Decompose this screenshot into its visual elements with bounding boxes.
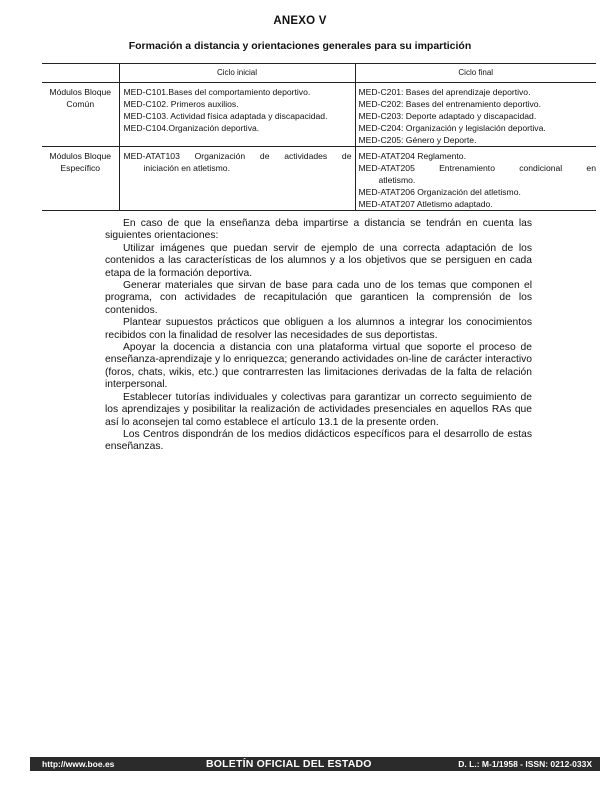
module-item: MED-ATAT204 Reglamento.	[358, 151, 466, 161]
module-item: MED-ATAT206 Organización del atletismo.	[358, 187, 521, 197]
module-item	[359, 162, 597, 186]
module-item	[124, 150, 352, 174]
footer-url-link[interactable]: http://www.boe.es	[42, 759, 115, 769]
modules-table	[42, 63, 596, 211]
paragraph: Los Centros dispondrán de los medios didácticos específicos para el desarrollo de estas enseñanzas.	[105, 428, 532, 453]
module-item: MED-C104.Organización deportiva.	[123, 123, 260, 133]
footer-legal-deposit: D. L.: M-1/1958 - ISSN: 0212-033X	[458, 759, 592, 769]
row-label-especifico	[42, 147, 119, 211]
module-item: MED-C204: Organización y legislación deportiva.	[358, 123, 546, 133]
paragraph: Utilizar imágenes que puedan servir de ejemplo de una correcta adaptación de los contenidos a las características de los alumnos y a los objetivos que se persiguen en cada etapa de la formación deportiva.	[105, 242, 532, 279]
header-ciclo-final: Ciclo final	[355, 64, 596, 83]
annex-subtitle: Formación a distancia y orientaciones generales para su impartición	[128, 40, 472, 52]
module-item-first-line: MED-ATAT103 Organización de actividades de	[123, 151, 352, 161]
footer-publication-name: BOLETÍN OFICIAL DEL ESTADO	[206, 758, 372, 770]
module-item: MED-C201: Bases del aprendizaje deportivo.	[358, 87, 531, 97]
header-ciclo-inicial: Ciclo inicial	[119, 64, 355, 83]
table-row	[42, 83, 596, 147]
module-item: MED-C203: Deporte adaptado y discapacidad.	[358, 111, 537, 121]
row-label-line: Común	[66, 99, 95, 109]
table-header-row	[42, 64, 596, 83]
row-label-line: Módulos Bloque	[49, 87, 112, 97]
module-item-continuation: atletismo.	[378, 175, 416, 185]
module-item-first-line: MED-ATAT205 Entrenamiento condicional en	[358, 163, 596, 173]
paragraph: Generar materiales que sirvan de base para cada uno de los temas que componen el programa, con actividades de recapitulación que garanticen la comprensión de los contenidos.	[105, 280, 532, 316]
module-item: MED-C205: Género y Deporte.	[358, 135, 477, 145]
paragraph: Establecer tutorías individuales y colectivas para garantizar un correcto seguimiento de los aprendizajes y posibilitar la realización de actividades presenciales en aquellos RAs que así lo aconsejen tal como establece el artículo 13.1 de la presente orden.	[105, 391, 532, 428]
module-item: MED-C202: Bases del entrenamiento deportivo.	[358, 99, 541, 109]
cell-final-especifico	[355, 147, 596, 211]
paragraph: Plantear supuestos prácticos que obliguen a los alumnos a integrar los conocimientos recibidos con la finalidad de resolver las necesidades de sus deportistas.	[105, 317, 532, 341]
header-empty-cell	[42, 64, 119, 83]
cell-initial-comun	[119, 83, 355, 147]
orientations-text	[105, 218, 532, 454]
module-item-continuation: iniciación en atletismo.	[143, 163, 230, 173]
cell-initial-especifico	[119, 147, 355, 211]
row-label-line: Módulos Bloque	[49, 151, 112, 161]
footer-bar	[30, 757, 600, 771]
row-label-comun	[42, 83, 119, 147]
module-item: MED-C101.Bases del comportamiento deportivo.	[123, 87, 311, 97]
table-row	[42, 147, 596, 211]
module-item: MED-ATAT207 Atletismo adaptado.	[358, 199, 493, 209]
module-item: MED-C103. Actividad física adaptada y discapacidad.	[123, 111, 328, 121]
cell-final-comun	[355, 83, 596, 147]
annex-title: ANEXO V	[273, 15, 327, 27]
paragraph: Apoyar la docencia a distancia con una plataforma virtual que soporte el proceso de enseñanza-aprendizaje y lo enriquezca; generando actividades on-line de carácter interactivo (foros, chats, wikis, etc.) que contrarresten las limitaciones derivadas de la falta de relación interpersonal.	[105, 342, 532, 391]
module-item: MED-C102. Primeros auxilios.	[123, 99, 239, 109]
paragraph: En caso de que la enseñanza deba impartirse a distancia se tendrán en cuenta las siguientes orientaciones:	[105, 218, 532, 242]
row-label-line: Específico	[60, 163, 101, 173]
